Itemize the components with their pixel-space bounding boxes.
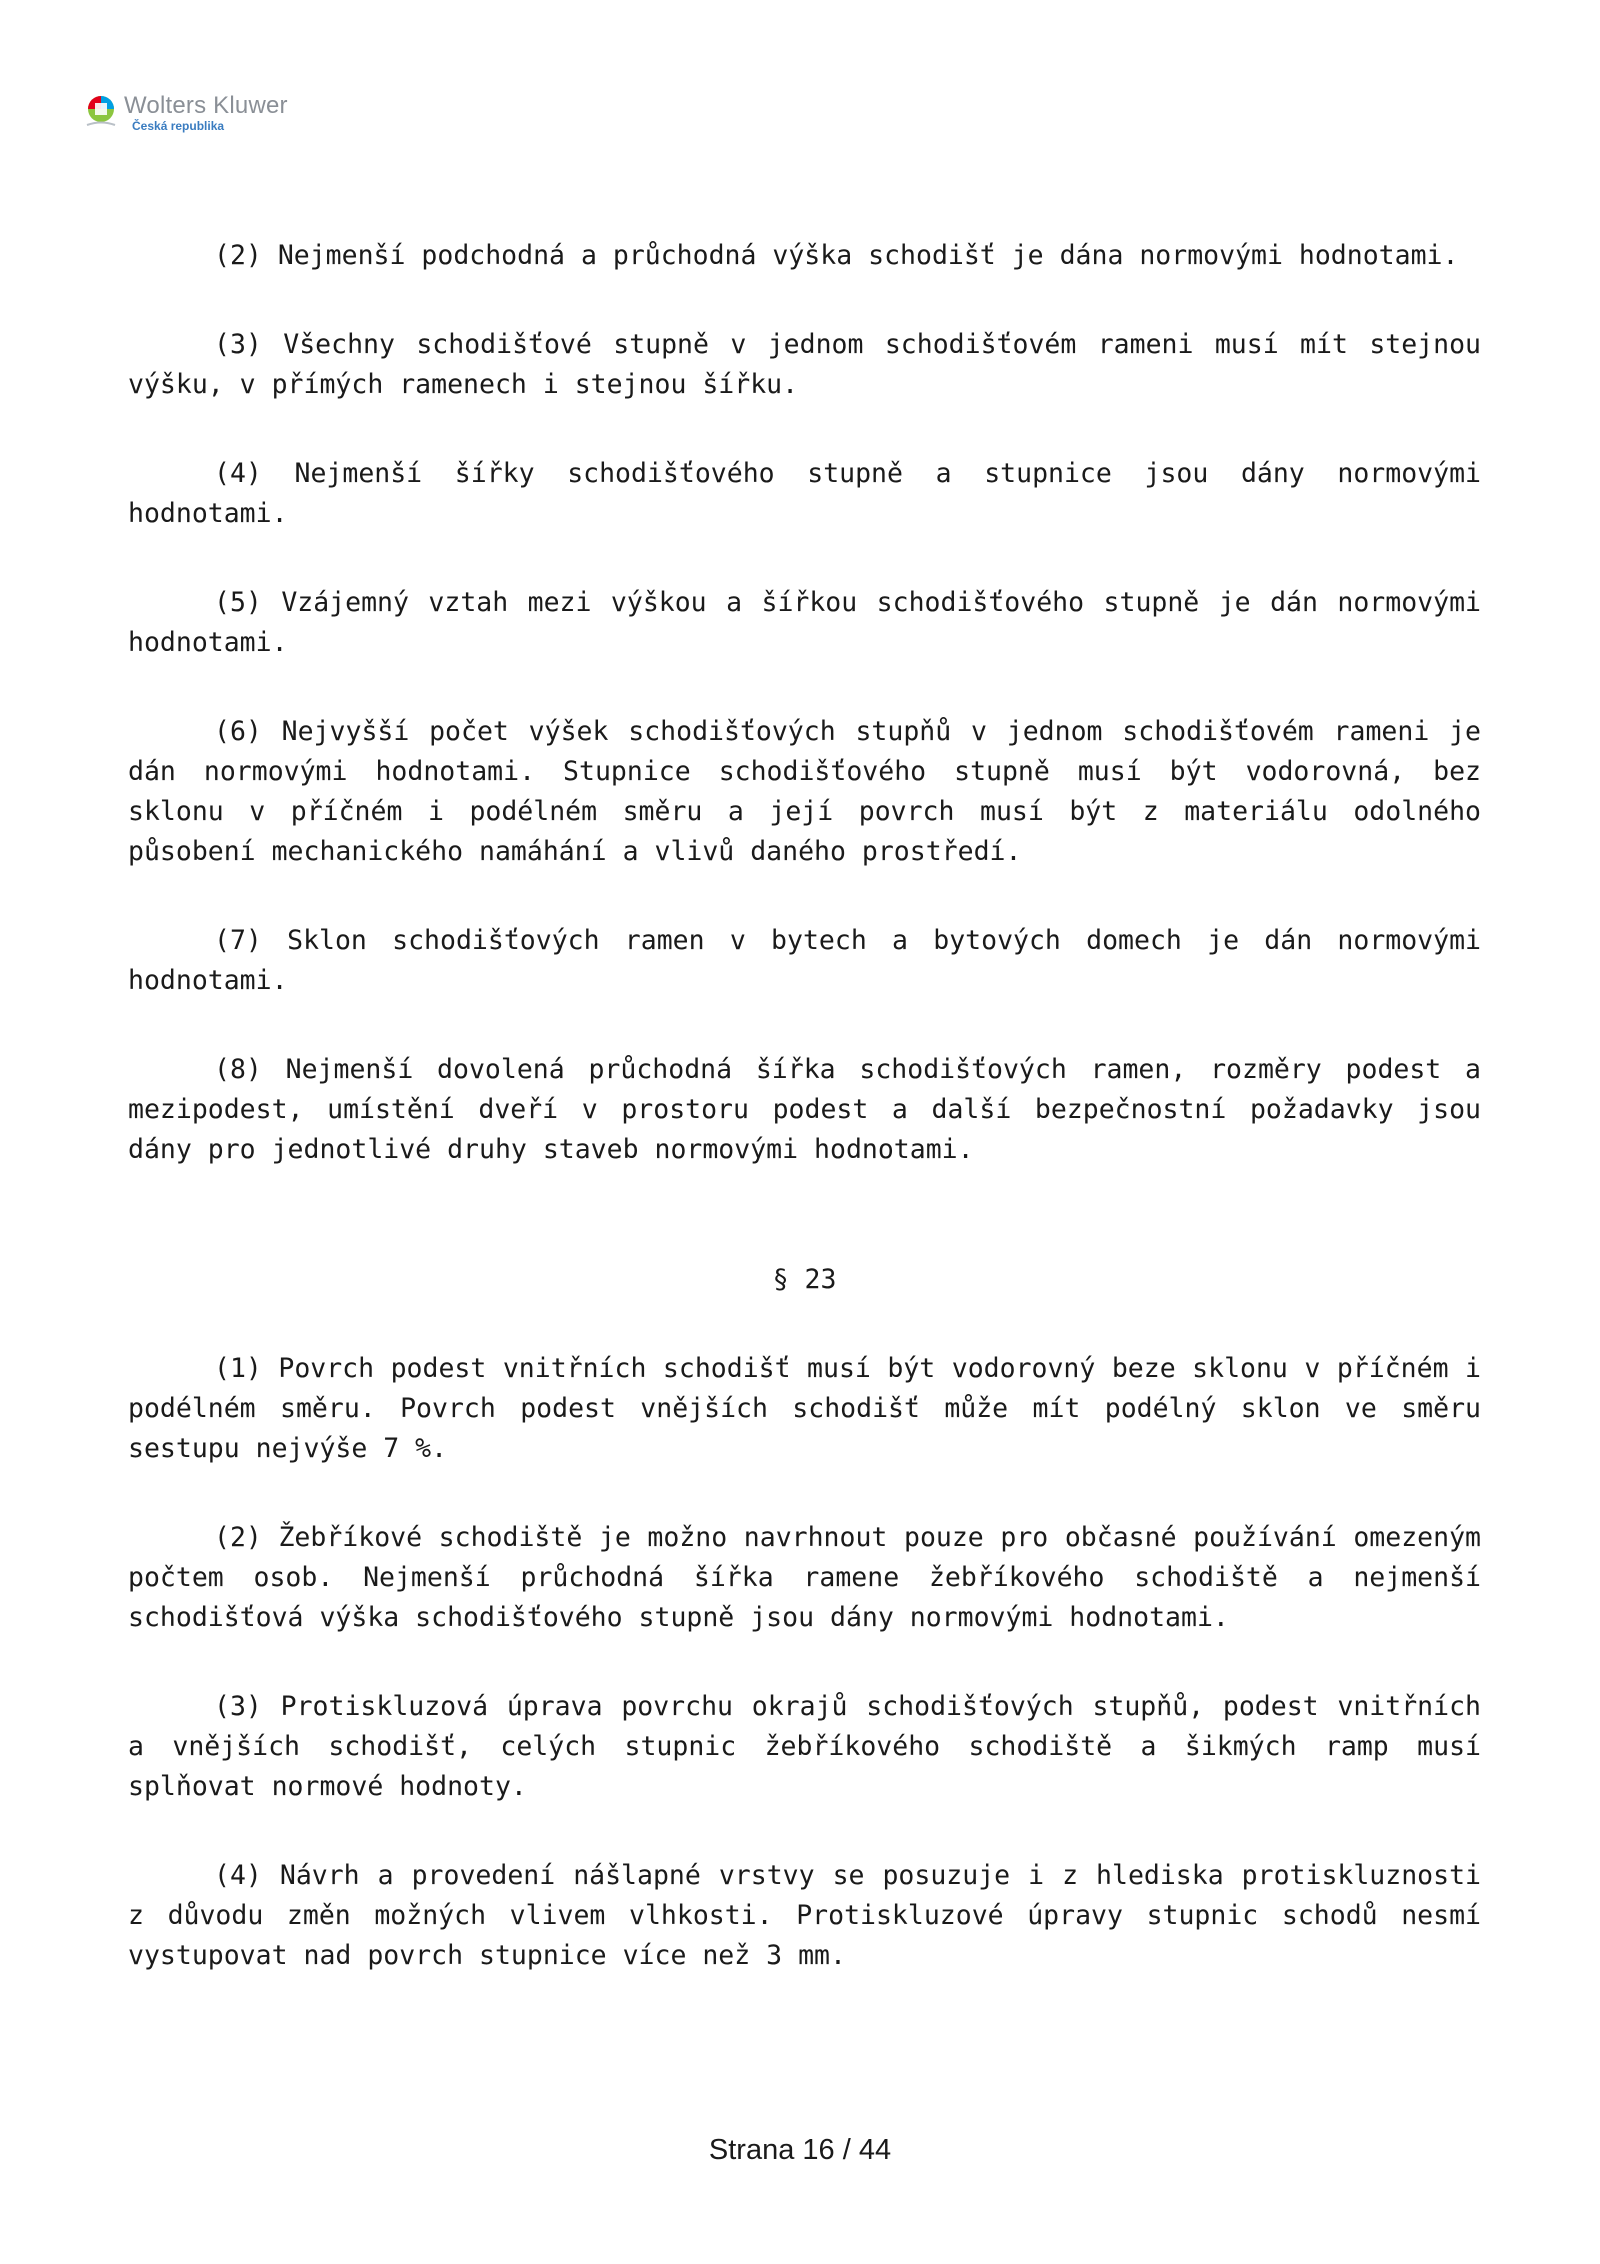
logo-name: Wolters Kluwer (124, 92, 288, 119)
logo-subtitle: Česká republika (132, 119, 225, 133)
paragraph: (2) Nejmenší podchodná a průchodná výška schodišť je dána normovými hodnotami. (214, 240, 1459, 271)
section-heading: § 23 (772, 1264, 837, 1295)
paragraph: (4) Návrh a provedení nášlapné vrstvy se posuzuje i z hlediska protiskluznosti z důvodu změn možných vlivem vlhkosti. Protiskluzové úpravy stupnic schodů nesmí vystupovat nad povrch stupnice více než 3 mm. (128, 1860, 1497, 1971)
paragraph: (6) Nejvyšší počet výšek schodišťových stupňů v jednom schodišťovém rameni je dán normovými hodnotami. Stupnice schodišťového stupně musí být vodorovná, bez sklonu v příčném i podélném směru a její povrch musí být z materiálu odolného působení mechanického namáhání a vlivů daného prostředí. (128, 716, 1497, 867)
paragraph: (5) Vzájemný vztah mezi výškou a šířkou schodišťového stupně je dán normovými hodnotami. (128, 587, 1497, 658)
paragraph: (8) Nejmenší dovolená průchodná šířka schodišťových ramen, rozměry podest a mezipodest, umístění dveří v prostoru podest a další bezpečnostní požadavky jsou dány pro jednotlivé druhy staveb normovými hodnotami. (128, 1054, 1497, 1165)
paragraph: (1) Povrch podest vnitřních schodišť musí být vodorovný beze sklonu v příčném i podélném směru. Povrch podest vnějších schodišť může mít podélný sklon ve směru sestupu nejvýše 7 %. (128, 1353, 1497, 1464)
wolters-kluwer-logo-icon (84, 94, 118, 128)
paragraph: (4) Nejmenší šířky schodišťového stupně a stupnice jsou dány normovými hodnotami. (128, 458, 1497, 529)
paragraph: (2) Žebříkové schodiště je možno navrhnout pouze pro občasné používání omezeným počtem osob. Nejmenší průchodná šířka ramene žebříkového schodiště a nejmenší schodišťová výška schodišťového stupně jsou dány normovými hodnotami. (128, 1522, 1497, 1633)
logo-text-block (124, 92, 288, 132)
publisher-logo (84, 92, 288, 132)
paragraph: (7) Sklon schodišťových ramen v bytech a bytových domech je dán normovými hodnotami. (128, 925, 1497, 996)
document-body (128, 236, 1497, 2025)
paragraph: (3) Protiskluzová úprava povrchu okrajů schodišťových stupňů, podest vnitřních a vnějších schodišť, celých stupnic žebříkového schodiště a šikmých ramp musí splňovat normové hodnoty. (128, 1691, 1497, 1802)
page-number: Strana 16 / 44 (708, 2134, 892, 2166)
paragraph: (3) Všechny schodišťové stupně v jednom schodišťovém rameni musí mít stejnou výšku, v přímých ramenech i stejnou šířku. (128, 329, 1497, 400)
